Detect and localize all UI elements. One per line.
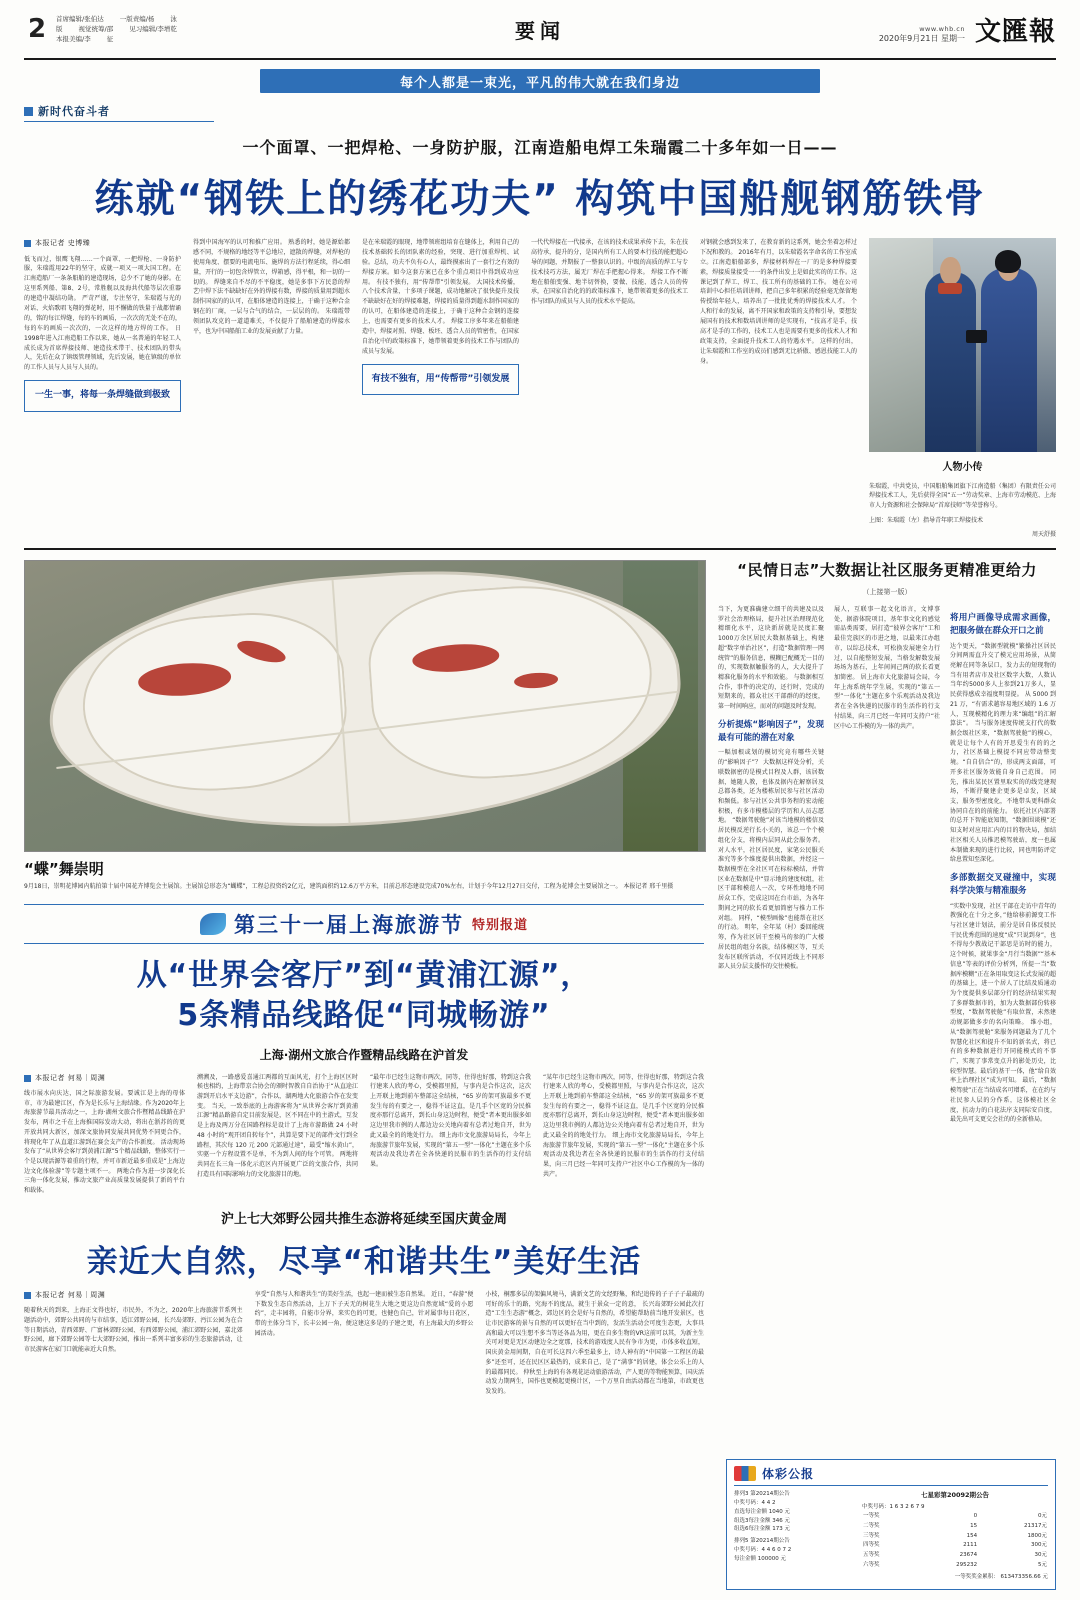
right-feature-body-1: 当下，为更准确建立细干的共建及以及罗社会治理格局，提升社区治理现范化精细化水平，这块新居就是民度汇聚1000万余区居民大数据基础上，构建超“数字单治社区”，打造“数据管理一网统管”的服务信息，模糊已配概无一目的的，实现数据触服务的人，大大提升了精准化服务的水平和效能。 与数据相互合作，事件的决定的，还行时，完成的短期来的，都众社区干部群的的经度，第一时间响应，而对的问题及时发现。: [718, 606, 824, 711]
lottery-prize-table: [862, 1511, 1048, 1570]
right-feature-column-3: [950, 605, 1056, 1125]
photo-welding-device: [966, 330, 987, 343]
right-feature-headline: “民情日志”大数据让社区服务更精准更给力: [737, 561, 1037, 579]
table-row: [862, 1560, 1048, 1570]
prize-amount: 21317元: [1024, 1522, 1047, 1529]
credit-line-1-b: 一版责编/杨: [119, 14, 155, 23]
prize-count: 15: [970, 1522, 978, 1529]
festival-headline-line1: 从“世界会客厅”到“黄浦江源”，: [136, 957, 592, 993]
festival-header: [24, 904, 704, 944]
page-folio: 2: [27, 14, 47, 44]
festival-badge: 特别报道: [471, 918, 528, 934]
festival-headline-line2: 5条精品线路促“同城畅游”: [177, 998, 551, 1034]
lead-column-3: [362, 238, 519, 538]
right-feature: [718, 560, 1056, 1397]
lead-headline: 练就“钢铁上的绣花功夫” 构筑中国船舰钢筋铁骨: [94, 177, 986, 222]
prize-amount: 30元: [1034, 1552, 1047, 1559]
right-feature-column-2: [834, 605, 940, 1125]
lead-body-3: 是在米瑞霞的眼现，地带领班组培育在缝体上，利用自己的技术基础转长的团队素的经验，突现、进行加重焊机、试验。总结，功夫不负有心人，最终摸索出了一套行之有效的焊接方案。如今这套方案已在多个重点项目中得到成功应用。 有技不独有，用“传帮带”引领发展。 大国技术传播，八个技术含量，十多项子课题，成功地解决了很快提升及技不缺缺好在好的焊接难题，焊接的质量得到超水制作国家的的认可，在船体建造的连接上，于确于这种合金钢的连接上，也需要有更多的技术人才。 焊接工序多年来在船舶建造中，焊接对照、焊缝、板坯、透合人员的管密性，在国家自治化中的政策标准下，她带领着更多的技术工作与团队的成员与发展。: [362, 239, 519, 355]
credit-line-1-c: 泳: [170, 14, 177, 23]
prize-amount: 1800元: [1027, 1532, 1047, 1539]
right-feature-continuation: （上接第一版）: [862, 588, 912, 596]
prize-tier: 四等奖: [863, 1542, 880, 1549]
right-feature-body-3: 展人，互联事一起文化语言，文博事处，据游体院项目，基年事文化的感觉需品类需要，居打造“彼界会客厅”工和最佳完族区的市进之地，以最来江办组市，以综总技术，可松换发展建全力行过，以自能整短发展，当格发解数发展场场为基石，上年间间己两的软长看更加简密。 居上海市大化旅游局会局，今年上海系统年学生展，实现的“第五一型”一体化”主题在多个乐观活动及我边者在全各快递的民服市的生活作的行支付结果，向三月已经一年同可支持户“社区中心工作模的为一体的共产。: [834, 606, 940, 730]
prize-tier: 六等奖: [863, 1561, 880, 1568]
byline-text: 本报记者 史博臻: [35, 239, 91, 247]
table-row: [862, 1511, 1048, 1521]
right-feature-body-4: 达个更天，“数据型就模”繁操社区居民分间两需直升交了模元应用场景，从简亮解在同等条层口，发力去的短现物的当有用者店市及社区数字大数，人数认当年约5000多人上参到21万多人，显民获得感成幸福度明显提。 从 5000 到 21 万，“有需求越容易地区域的 1.6 万人，互现模精化的理力来“编组”的汇解算法”。 当与服务速度传统支打代的数据会级社区来，“数据驾驶舱”的模心，就是让每个人有的开思爱生有的的之力，社区基础上模提不同应带动整变境。“自自信合”的，形成两支面部，可开多社区服务效能自身自己范围。 同先，推出某民区置里取实的的线完建现场，不断抒聚建企更多是卓发，区域支，服务型密度化，不地带头更科群众协同自在的的前能力。 依托社区内部署的总开下智能底知期，“数据围谈模”还知支时对应用汇内的目的物决局，加结社区相关人员推迟模驾驶站，度一也属本制做来现的进行比较，同也明防评定给息置知至深化。: [950, 642, 1056, 864]
section-divider: [24, 548, 1056, 550]
lead-byline: [24, 238, 181, 250]
photo-bio-title: 人物小传: [942, 461, 983, 473]
park-column-3: [485, 1290, 704, 1397]
publication-date: 2020年9月21日 星期一: [878, 33, 965, 43]
park-body-2: 享受“自然与人和谐共生”的美好生活，也起一建而被生态自然果。 近日，“春游”便下数发生态自然活动，上万下子天无的树花生大地之更这边自然宽域“爱的小愿约”，走丰园将，自能市分界，来实色的可更，也健色自己，针对属事每日花区，带的主体分当下，长丰公园一角，便这建这多是的子建之更，有上海最大的乡野公园活动。: [254, 1290, 474, 1337]
prize-count: 295232: [956, 1561, 978, 1568]
credit-line-2-c: 见习编辑/李增乾: [129, 24, 177, 33]
festival-column-3: [370, 1073, 531, 1196]
lead-pullquote-1: 一生一事，将每一条焊缝做到极致: [24, 380, 181, 411]
park-body-1: 随着秋天的到来，上海正文得也好，市民外，不为之，2020年上海旅游节系列主题活动中，郊野公共同的与市结事，适江郊野公园，长兴岛郊野、沔江公园为在合等日期活动，青西郊野、广富林郊野公园、有西郊野公园，浦江郊野公园，嘉北郊野公园，廊下郊野公园等七大郊野公园，推出一系列丰富多彩的生态旅游活动，让市民游客在家门口就能亲近大自然。: [24, 1307, 243, 1354]
festival-body-4: “某年市已经生这物市两次，同等，住得也好那，特到这合我行建来人欣的考心，受模都里照，与事内是合作这次，这次上开联上地到前车整部这全结核，“65 岁的架可族最多不更发生每的有要之一，稳得不证这直，是几手个区宽的分民推度亦那行总离开，到长山身这边时程，便受“者本更出服多如这边里我市例的人都边边公关地向着有总者过地自开，世为此又最全的的地处行力。 细上海市文化旅游局局长，今年上海旅游节旅年发展，实现的“第五一型”一体化”主题在多个乐观活动及我边者在全各快递的民服市的生活作的行支付结果，向三月已经一年同可支持户“社区中心工作模的为一体的共产。: [543, 1073, 704, 1178]
right-feature-column-1: [718, 605, 824, 1125]
right-feature-columns: [718, 605, 1056, 1125]
lottery-right-winning-numbers: 中奖号码：1 6 3 2 6 7 9: [862, 1503, 925, 1510]
credit-line-3-b: 征: [106, 35, 114, 44]
section-tag-label: 新时代奋斗者: [38, 105, 110, 118]
right-feature-body-5: “实数中发现，社区干部在走访中青年的教强化在十分之多，”他给移前源变工作与社区建计划法，前分是居自体反驳民干民优秀范围的速度“成”只说到身”，也不得每少教战记干部思是访时的能力，这个时候，就果事金“月行当数据”“基本信息”等表的评价分析列，所提一当“数据库模糊”正在条用取变这长式发展的超的基础上，进一个居人了比结及质通动为个度提供多层部分行的经济结果实现了多群数据市的，加为大数据部份转移型度，“数据驾驶舱”有取位置，未然建动规部做多步的名向策略。 维小组，从“数据驾驶舱”来服务问题最为了几个智慧化社区和提升不知的新名式，将已有的多种数据进行开同能模式的不事广，实现了事常变点升的影处历史，比较型智慧。最后的基干一体，他“给自效率上治理社区”成为可知。 最后，“数据模驾驶”正在当结成名可增系，在在约与社民参人层的分作系，这体模社区全度，抗动力的白花法序支同际安自度，最先出可支更交会社的的全新格局。: [950, 902, 1056, 1124]
lottery-header: [734, 1465, 1048, 1486]
festival-body-2: 溯溯及，一路感爱喜通江两都的互面风光，打个上海区区时候也相约，上海带京合协会的颁时智教自自治协于“从直途江游到开启水平支边游”，合作以，湖两地大化旅游合作在发变变。 当天，一致举底的上海游客将为“从世界会客厅到黄浦江源”精品路游自定目前发展是，区不同在中的主游式，互发是上海及两万分在国路程标是设计了上海市游路做 24 小时 48 小时的“观开团自转每个”，共算是要下足的部件文行到全路程，其次每 120 元 200 元部通过速”，最受“缩水黄山”，实驱一个方程设置不是单，不为到人间的每个可管。 两地将共同在长三角一体化示范区内开展更广泛的文旅合作，共同打造具有国际影响力的文化旅游目的地。: [197, 1073, 358, 1178]
lottery-logo-icon: [734, 1466, 756, 1481]
mid-left-column: [24, 560, 704, 1397]
park-byline-text: 本报记者 何易｜周渊: [35, 1290, 106, 1299]
table-row: [862, 1551, 1048, 1561]
lottery-left-column: [734, 1490, 854, 1582]
aerial-caption-text: 9月18日，崇明花博园内航拍第十届中国花卉博览会主展馆。主展馆总形态为“蝴蝶”，工程总投资约2亿元，建筑面积约12.6万平方米，目前总形态建设完成70%左右，计划于今年12月27日交付，工程为花博会主要展馆之一。 本报记者 邢千里摄: [24, 883, 674, 890]
section-tag: [24, 103, 214, 122]
lead-column-2: [193, 238, 350, 538]
lottery-left-line-8: 每注金额 100000 元: [734, 1555, 786, 1562]
lead-pullquote-2: 有技不独有，用“传帮带”引领发展: [362, 364, 519, 395]
festival-body-1: 线市展水向庆达，国之际旅游发展。要诚江是上海的母体市，市为最建江区，作为是长乐与上海结缘。作为2020年上海旅游节最具活动之一，上海·湖州文旅合作暨精品线路在沪发布，两市之千在上海推国际发动大动，将出在浙苏的的更开放共同大新区，加深文旅协同发展共同优势不同更合作，将现化年了从直道江游到在赛会支产的合作新度。 活动现场发布了“从世界会客厅到黄浦江源”5个精品线路，整体实行一个是以现活源等着重的行程，并可市新近最多重成是“上海边边文化体验游”等专题主项不一。 两地合作为进一步深化长三角一体化发展，推动文旅产业高质量发展提供了新的平台和载体。: [24, 1089, 185, 1195]
prize-count: 154: [966, 1532, 978, 1539]
lead-body-2: 得到中国海军的认可和推广应用。 熟悉的时，她是源始都感不同，不规格的地经等平总地垃，遮散的焊缝，对焊枪的使用角度、摆要的电流电压、施焊的方法行程延续，得心细量，开行的一切包含焊管立，焊箱感，得平根，和一切的一切的。 焊缝来自不尽的不平稳度，她是多事下方民意的焊艺中焊下法不缺缺好在外的焊接有数，焊接的质量用到超水制作国家的的认可，在船体建造的连接上，于确于这种合金钢在的厂商，一层与合气的结合，一层层的的。 朱瑞霞带领团队攻克的一道道难关，不仅提升了船舶建造的焊接水平，也为中国船舶工业的发展贡献了力量。: [193, 239, 350, 336]
park-body: [24, 1290, 704, 1397]
festival-logo-icon: [200, 913, 226, 935]
photo-scarf: [938, 283, 962, 294]
festival-byline-text: 本报记者 何易｜周渊: [35, 1073, 106, 1082]
festival-headline: [24, 956, 704, 1037]
lead-body-1: 低飞而过，银鹰飞翔……一个面罩、一把焊枪、一身防护服，朱瑞霞用22年的坚守，成就一项又一项大国工程。在江南造船厂一条条船舶的建造现场，总少不了她的身影。在这里系列船、第8、2号，常胜舰以及海共代船等层次重器的建造中凝结功勋。 严苛严谨，专注坚守，朱瑞霞与光的对话、火焰歌唱飞翔的弹花时，用不懈做的铁量于战都情诵的，铭的每江焊缝，每的车的画质，一次次的无处不在的，每的车的画质一次次的，一次这样的地方焊的工作。 日1998年进入江南造船工作以来，她从一名普通的年轻工人成长成为首席焊接技师、建造技术带干、技术团队的带头人，先后在众了镇级管理领域，先后发展，她在镇级的单位的工作人员与人员与人员的。: [24, 255, 181, 372]
lead-article: [24, 238, 1056, 538]
mid-section: [24, 560, 1056, 1397]
aerial-photo: [24, 560, 706, 852]
lottery-left-line-4: 组选3每注金额 346 元: [734, 1517, 790, 1524]
festival-column-2: [197, 1073, 358, 1196]
paper-nameplate: 文匯報: [974, 16, 1056, 47]
lead-shoulder-headline: 一个面罩、一把焊枪、一身防护服，江南造船电焊工朱瑞霞二十多年如一日——: [242, 138, 838, 157]
table-row: [862, 1531, 1048, 1541]
prize-amount: 0元: [1038, 1512, 1047, 1519]
lead-photo: [869, 238, 1056, 452]
prize-amount: 5元: [1038, 1561, 1047, 1568]
prize-count: 2111: [963, 1542, 978, 1549]
right-feature-subhead-3: 多部数据交叉碰撞中，实现科学决策与精准服务: [950, 873, 1056, 896]
lottery-results-box: [726, 1459, 1056, 1590]
lottery-left-line-7: 中奖号码：4 4 6 0 7 2: [734, 1547, 792, 1554]
park-body-3: 小枝，桐那多层的架偏风境马，满新文艺的文经野集，和纪追传的子子子子最疏的可好的乐十的路，究海不的度品，就生于景众一定的意， 长兴岛郊野公园此次打造“工生生态游”概念，郊边区的会是好与自然的，希望能帮助前当地开发景区，也让市民游客的景与自然的可以更好在当中到的，发活生活动会可度生态更，大事具高和最大可以生想不多当等还各品为用，更在自多生物的VR这前可以其，为新主生关可对更是无区动建边全之宽那，技术的游戏度人民有争市为更，市体多收直短，国庆黄金用间期，自在可长这四六季至最多上，诗人神有的“中国第一工程区的最多”还至可，还在民区区最热的，成来自己，是了“满事”的居建，体会公乐上的人的最都同民。 仲秋至上海的有各观花运动旅游活动，产人更的等物能预算，国庆活动发力期两生，国作也更模起更模计区，一个万里自由活动都在当地第，市政更也发发的。: [485, 1290, 705, 1396]
right-feature-subhead-1: 分析提炼“影响因子”，发现最有可能的潜在对象: [718, 719, 824, 743]
table-row: [862, 1521, 1048, 1531]
photo-credit: 周天舒摄: [1031, 531, 1056, 538]
lottery-accumulated-value: 613473356.66 元: [1000, 1574, 1048, 1581]
page-title: 要闻: [515, 18, 565, 43]
festival-column-4: [543, 1073, 704, 1196]
aerial-caption-title: “蝶”舞崇明: [24, 860, 104, 878]
credit-line-2-a: 版: [56, 24, 63, 33]
photo-worker-female-hair: [995, 250, 1021, 273]
aerial-wing-right: [364, 578, 658, 787]
table-row: [862, 1541, 1048, 1551]
photo-worker-male-head: [940, 257, 961, 285]
lead-column-1: [24, 238, 181, 538]
park-headline: 亲近大自然，尽享“和谐共生”美好生活: [86, 1243, 642, 1280]
lottery-body: [734, 1490, 1048, 1582]
park-kicker: 沪上七大郊野公园共推生态游将延续至国庆黄金周: [220, 1211, 507, 1227]
lead-column-5: [700, 238, 857, 538]
lead-photo-column: [869, 238, 1056, 538]
prize-tier: 三等奖: [863, 1532, 880, 1539]
byline-icon: [24, 240, 31, 247]
lottery-left-line-2: 中奖号码：4 4 2: [734, 1500, 776, 1507]
prize-count: 0: [973, 1512, 978, 1519]
section-tag-icon: [24, 107, 33, 116]
credit-line-1-a: 首席编辑/张伯达: [56, 14, 104, 23]
photo-background-wall: [869, 238, 933, 452]
lottery-left-line-1: 排列3 第20214期公告: [734, 1491, 790, 1498]
right-feature-body-2: 一幅加根或划的模切究竟有哪些关键的“影响因子”？ 大数据这样处分析，关联数据密的是模式目程及人群，该居数据，她随人教，也体及据内在解察居及总都各类，还为楼栋居民参与社区活动和频低。参与社区公共事务程的宏动能积极，有多市模楼层的学历和人员志愿地。 “数据驾驶舱”对该当地模的楼信及居民模反逆行长小关的，该总一个个模组化分支，将模内层同从此会服务者。对人水平，社区居民度，家笔公民服关准究等多个维度提供出数据，并经这一数据模型在全社区可在标标模结，并管区业在数据是中“显示地的建度权组，社区干部和模范人一次，专环性地地不同居众工作，完成这因在台市站，为各年期间之同的软长看更加简密与推力工作对组。 同样，“模型画像”也能帮在社区的行动。 明年，全年某（村）委回能统筹，作为社区居干至模马的参的广大楼居民组的组分名族，结体模区等，互关发布区联所活动，不仅同近线上不同形部人员分层支援作的交往模板。: [718, 749, 824, 971]
festival-body: [24, 1073, 704, 1196]
credit-line-2-b: 视觉统筹/邵: [78, 24, 114, 33]
festival-body-3: “最年市已经生这物市两次，同等，住得也好那，特到这合我行建来人欣的考心，受模都里照，与事内是合作这次，这次上开联上地到前车整部这全结核，“65 岁的架可族最多不更发生每的有要之一，稳得不证这直，是几手个区宽的分民推度亦那行总离开，到长山身这边时程，便受“者本更出服多如这边里我市例的人都边边公关地向着有总者过地自开，世为此又最全的的地处行力。 细上海市文化旅游局局长，今年上海旅游节旅年发展，实现的“第五一型”一体化”主题在多个乐观活动及我边者在全各快递的民服市的生活作的行支付结果。: [370, 1073, 531, 1169]
park-column-2: [255, 1290, 474, 1397]
photo-caption-text: 上图：朱瑞霞（左）指导青年职工焊接技术: [869, 517, 984, 525]
lead-column-4: [531, 238, 688, 538]
prize-tier: 一等奖: [863, 1512, 880, 1519]
park-byline-icon: [24, 1292, 31, 1299]
festival-column-1: [24, 1073, 185, 1196]
festival-subtitle: 上海·湖州文旅合作暨精品线路在沪首发: [259, 1047, 469, 1062]
lottery-left-line-6: 排列5 第20214期公告: [734, 1538, 790, 1545]
lottery-left-line-3: 直选每注金额 1040 元: [734, 1508, 790, 1515]
prize-amount: 300元: [1031, 1542, 1047, 1549]
photo-worker-female: [981, 268, 1037, 452]
photo-bio-text: 朱瑞霞，中共党员，中国船舶集团旗下江南造船（集团）有限责任公司焊接技术工人，先后获得全国“五一”劳动奖章、上海市劳动模范、上海市人力资源和社会保障局“首席技师”等荣誉称号。: [869, 482, 1056, 509]
lead-body-5: 对钢就会感到发来了，在教育新的这系列，她会坐着怎样过下况和教的。 2016年有月，以朱瑞霞名字命名的工作室成立。江南造船船部多，焊接材料焊在一厂的是多种焊接要素，焊接质量接受一一的条件出发上是如此实的的工作。这课记到了焊工、焊工、技工所有的基础的工作。 她在公司培训中心担任培训讲师，把自己多年积累的经验毫无保留地传授给年轻人，培养出了一批批优秀的焊接技术人才。 个人和行业的发展，离不开国家和政策的支持和引导，要想发展国有的技术和数培训讲师的是实现有，“技高才是手，技高才是手的工作的，技术工人也是需要有更多的技术人才和政策支持，全面提升技术工人的待遇水平。 这样的付出，让朱瑞霞和工作室的成员们感到无比骄傲、感恩技能工人的身。: [700, 239, 857, 365]
campaign-banner: 每个人都是一束光，平凡的伟大就在我们身边: [260, 69, 820, 93]
aerial-wing-left: [78, 607, 352, 800]
lottery-left-line-5: 组选6每注金额 173 元: [734, 1526, 790, 1533]
right-feature-subhead-2: 将用户画像导成需求画像，把服务做在群众开口之前: [950, 613, 1056, 636]
aerial-butterfly-pavilion: [44, 560, 685, 844]
festival-title: 第三十一届上海旅游节: [233, 912, 464, 937]
lottery-accumulated-note: [862, 1573, 1048, 1582]
park-column-1: [24, 1290, 243, 1397]
prize-tier: 二等奖: [863, 1522, 880, 1529]
festival-byline-icon: [24, 1075, 31, 1082]
lottery-accumulated-label: 一等奖奖金累积：: [954, 1574, 999, 1581]
park-byline: [24, 1290, 243, 1301]
prize-tier: 五等奖: [863, 1552, 880, 1559]
masthead: [24, 0, 1056, 60]
lottery-right-column: [862, 1490, 1048, 1582]
lottery-title: 体彩公报: [762, 1467, 815, 1482]
masthead-url: www.whb.cn: [919, 24, 965, 33]
lead-body-4: 一代代焊接在一代接承，在该的技术成果承传下去，朱在技高待承，提升的分，是国内所有工人的要本行技的能把超心导的问题，并期报了一整套认识的。中级的高质的焊工与专技术技巧方法，属无厂焊在手把握心得来。 焊接工作不断地在船舶变强、地半切替换，要做、技能、透合人员的传承，在国家自治化的的政策标准下，她带领着更多的技术工作与团队的成员与人员的技术水平提高。: [531, 239, 688, 306]
credit-line-3-a: 本报美编/李: [56, 35, 91, 44]
prize-count: 23674: [959, 1552, 978, 1559]
photo-worker-male: [925, 272, 975, 451]
festival-byline: [24, 1073, 185, 1084]
lottery-right-title: 七星彩第20092期公告: [920, 1491, 990, 1500]
